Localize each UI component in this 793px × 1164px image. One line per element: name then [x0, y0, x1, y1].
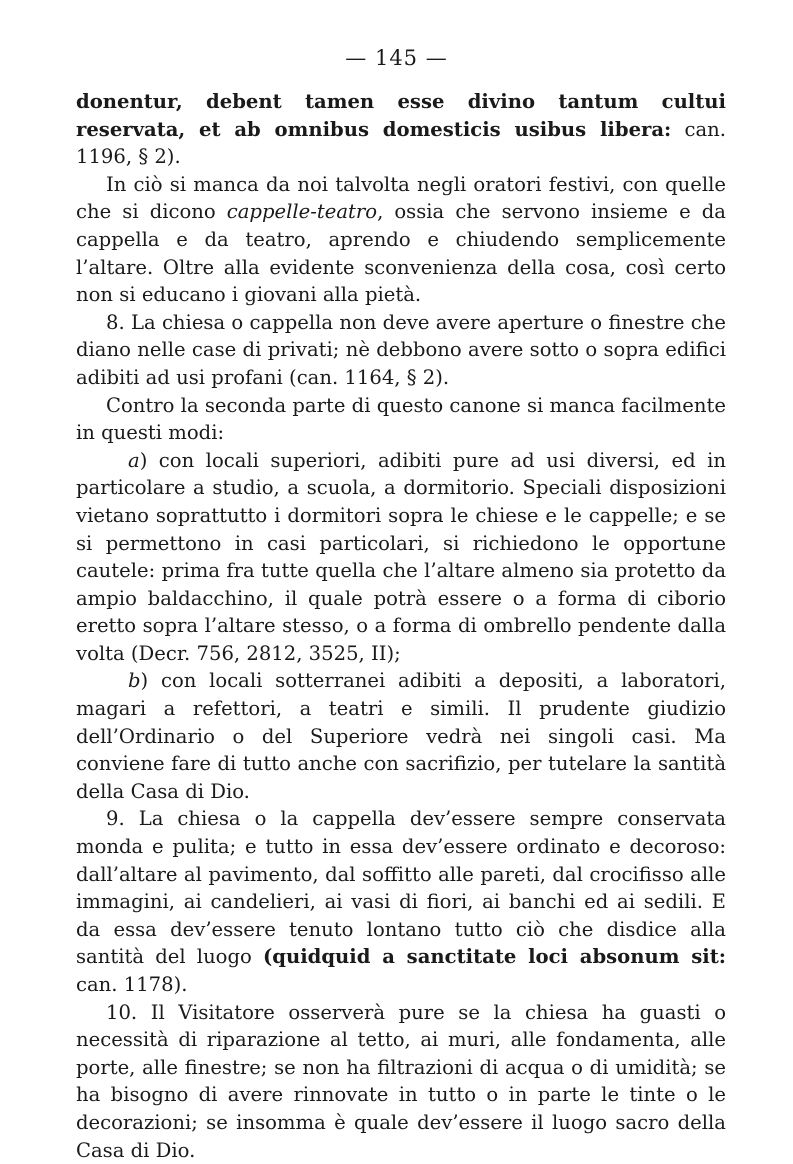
paragraph-contro: Contro la seconda parte di questo canone si manca facilmente in questi modi: — [76, 393, 726, 445]
text-run: ) con locali superiori, adibiti pure ad usi diversi, ed in particolare a studio, a scuola, a dormitorio. Speciali disposizioni vietano soprattutto i dormitori sopra le chiese e le cappelle; e se si permettono in casi particolari, si richiedono le opportune cautele: prima fra tutte quella che l’altare almeno sia protetto da ampio baldacchino, il quale potrà essere o a forma di ciborio eretto sopra l’altare stesso, o a forma di ombrello pendente dalla volta (Decr. 756, 2812, 3525, II); — [76, 448, 726, 665]
canon-reference: can. 1178). — [76, 973, 188, 996]
page-number: — 145 — — [345, 46, 448, 70]
paragraph-8: 8. La chiesa o cappella non deve avere aperture o finestre che diano nelle case di privati; nè debbono avere sotto o sopra edifici adibiti ad usi profani (can. 1164, § 2). — [76, 310, 726, 389]
paragraph-cappelle-teatro — [76, 171, 726, 309]
body-text — [76, 88, 726, 1164]
paragraph-9 — [76, 805, 726, 998]
latin-quote-bold: (quidquid a sanctitate loci absonum sit: — [263, 945, 726, 969]
text-run: , ossia che servono insieme e da cappella e da teatro, aprendo e chiudendo semplicemente l’altare. Oltre alla evidente sconvenienza della cosa, così certo non si educano i giovani alla pietà. — [76, 200, 726, 307]
text-run: In ciò si manca da noi talvolta negli oratori festivi, con quelle che si dicono — [76, 172, 726, 224]
text-run: 9. La chiesa o la cappella dev’essere sempre conservata monda e pulita; e tutto in essa dev’essere ordinato e decoroso: dall’altare al pavimento, dal soffitto alle pareti, dal crocifisso alle immagini, ai candelieri, ai vasi di fiori, ai banchi ed ai sedili. E da essa dev’essere tenuto lontano tutto ciò che disdice alla santità del luogo — [76, 807, 726, 969]
list-marker-b: b — [128, 669, 141, 693]
paragraph-b — [76, 667, 726, 805]
latin-quote-bold: donentur, debent tamen esse divino tantum cultui reservata, et ab omnibus domesticis usibus libera: — [76, 90, 726, 141]
paragraph-a — [76, 447, 726, 668]
text-run: ) con locali sotterranei adibiti a depositi, a laboratori, magari a refettori, a teatri e simili. Il prudente giudizio dell’Ordinario o del Superiore vedrà nei singoli casi. Ma conviene fare di tutto anche con sacrifizio, per tutelare la santità della Casa di Dio. — [76, 669, 726, 803]
list-marker-a: a — [128, 448, 140, 472]
canon-reference: can. 1196, § 2). — [76, 117, 726, 169]
paragraph-10: 10. Il Visitatore osserverà pure se la chiesa ha guasti o necessità di riparazione al tetto, ai muri, alle fondamenta, alle porte, alle finestre; se non ha filtrazioni di acqua o di umidità; se ha bisogno di avere rinnovate in tutto o in parte le tinte o le decorazioni; se insomma è quale dev’essere il luogo sacro della Casa di Dio. — [76, 1000, 726, 1162]
italic-term: cappelle-teatro — [226, 200, 378, 224]
paragraph-continuation — [76, 88, 726, 171]
